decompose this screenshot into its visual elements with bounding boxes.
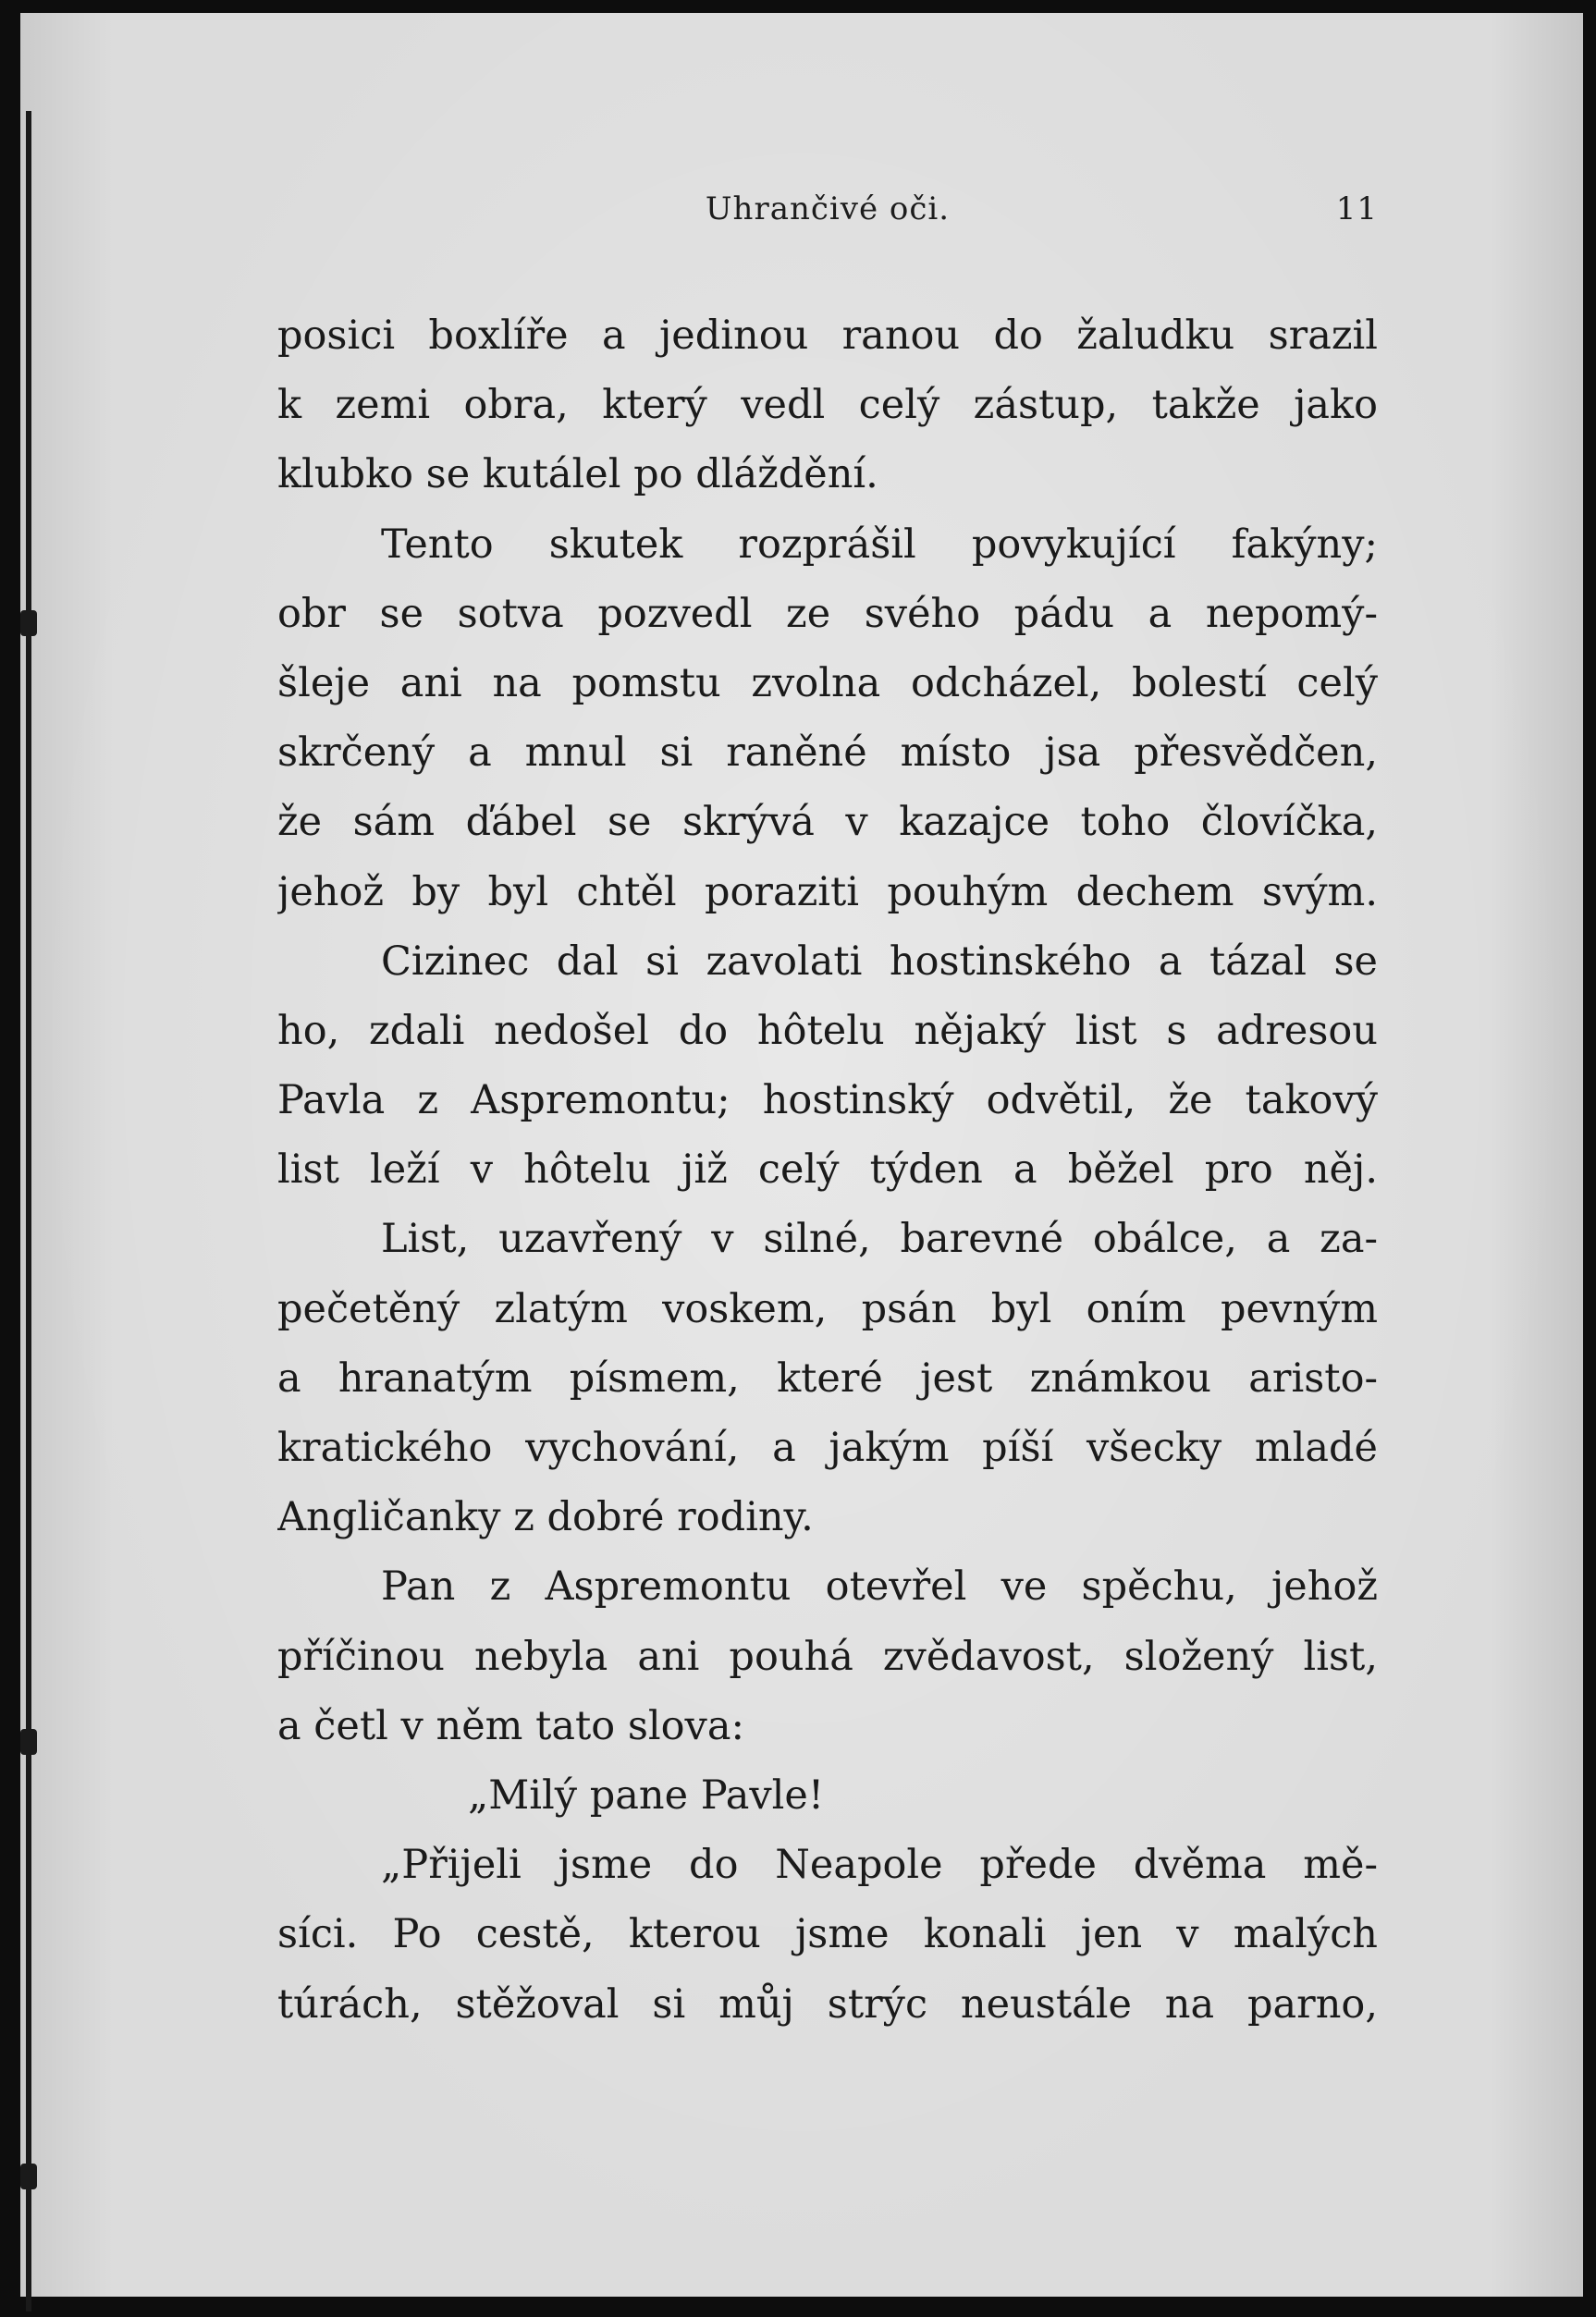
- body-text: [277, 301, 1378, 2040]
- text-line: a četl v něm tato slova:: [277, 1702, 744, 1749]
- page-header: [277, 190, 1378, 237]
- text-line: „Milý pane Pavle!: [468, 1771, 825, 1819]
- text-line: Tento skutek rozprášil povykující fakýny;: [381, 521, 1378, 568]
- text-line: posici boxlíře a jedinou ranou do žaludku srazil: [277, 313, 1378, 359]
- text-line: šleje ani na pomstu zvolna odcházel, bolestí celý: [277, 659, 1378, 706]
- text-line: List, uzavřený v silné, barevné obálce, a za-: [381, 1216, 1378, 1263]
- text-line: kratického vychování, a jakým píší všecky mladé: [277, 1425, 1378, 1471]
- text-line: túrách, stěžoval si můj strýc neustále na parno,: [277, 1980, 1378, 2028]
- running-title: Uhrančivé oči.: [705, 190, 951, 227]
- binding-mark: [20, 2164, 37, 2189]
- text-line: ho, zdali nedošel do hôtelu nějaký list s adresou: [277, 1007, 1378, 1054]
- text-line: k zemi obra, který vedl celý zástup, takže jako: [277, 382, 1378, 429]
- page-binding-edge: [26, 111, 31, 2311]
- text-line: obr se sotva pozvedl ze svého pádu a nepomý-: [277, 590, 1378, 637]
- text-line: pečetěný zlatým voskem, psán byl oním pevným: [277, 1285, 1378, 1332]
- text-line: příčinou nebyla ani pouhá zvědavost, složený list,: [277, 1633, 1378, 1680]
- binding-mark: [20, 610, 37, 636]
- page-number: 11: [1335, 190, 1378, 227]
- text-line: a hranatým písmem, které jest známkou aristo-: [277, 1355, 1378, 1402]
- text-line: jehož by byl chtěl poraziti pouhým dechem svým.: [277, 868, 1378, 915]
- binding-mark: [20, 1729, 37, 1755]
- text-line: Pavla z Aspremontu; hostinský odvětil, že takový: [277, 1077, 1378, 1124]
- text-line: skrčený a mnul si raněné místo jsa přesvědčen,: [277, 729, 1378, 777]
- text-line: že sám ďábel se skrývá v kazajce toho človíčka,: [277, 799, 1378, 846]
- text-line: Angličanky z dobré rodiny.: [277, 1494, 814, 1541]
- text-line: list leží v hôtelu již celý týden a běžel pro něj.: [277, 1146, 1378, 1194]
- text-line: „Přijeli jsme do Neapole přede dvěma mě-: [381, 1842, 1378, 1889]
- text-line: klubko se kutálel po dláždění.: [277, 451, 878, 498]
- text-line: Cizinec dal si zavolati hostinského a tázal se: [381, 938, 1378, 985]
- text-line: síci. Po cestě, kterou jsme konali jen v malých: [277, 1911, 1378, 1958]
- text-line: Pan z Aspremontu otevřel ve spěchu, jehož: [381, 1563, 1378, 1611]
